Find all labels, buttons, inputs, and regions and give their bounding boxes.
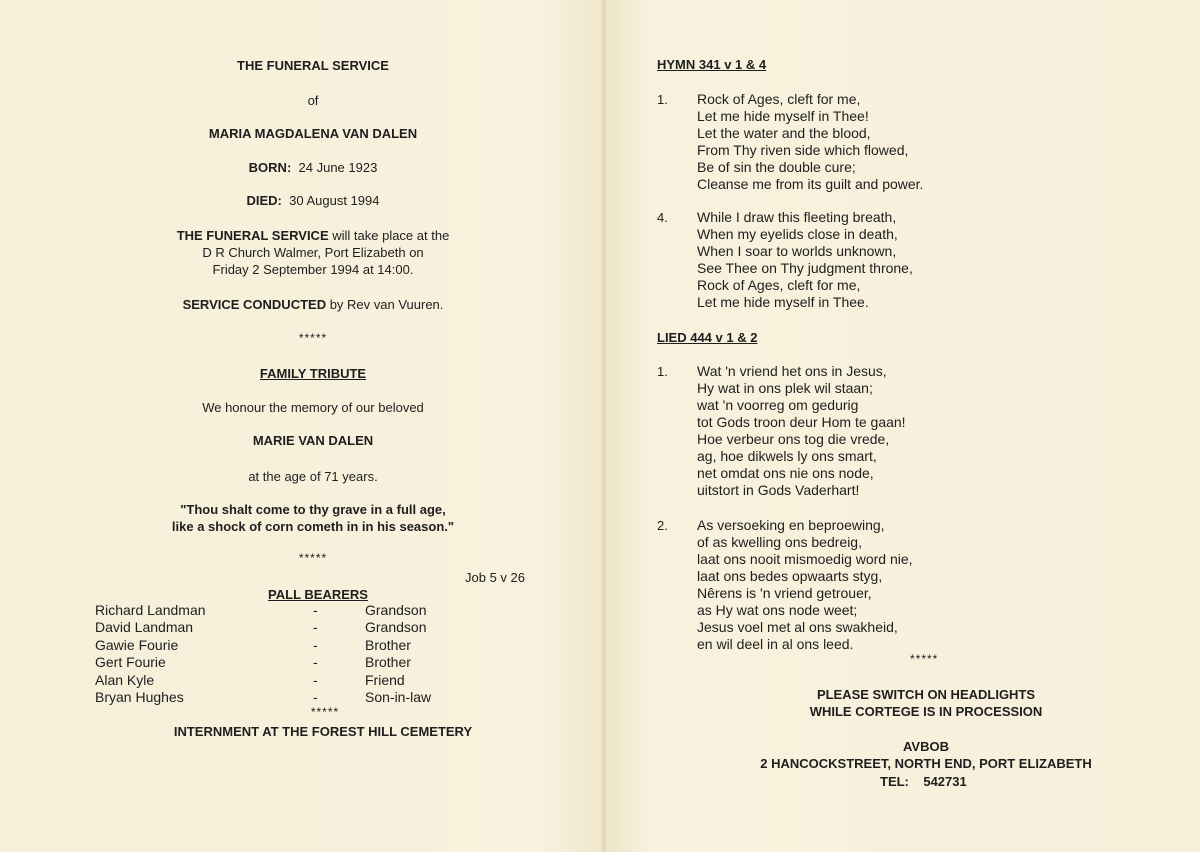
verse-line: Nêrens is 'n vriend getrouer, [697, 585, 872, 601]
page-fold [602, 0, 606, 852]
bearer-dash: - [313, 671, 318, 688]
verse-line: Wat 'n vriend het ons in Jesus, [697, 363, 887, 379]
headlights-notice [726, 686, 1126, 720]
lied-verse-number: 1. [657, 364, 668, 379]
died-date: 30 August 1994 [289, 193, 380, 208]
service-line2: D R Church Walmer, Port Elizabeth on [202, 245, 424, 260]
conducted-lead: SERVICE CONDUCTED [182, 297, 327, 312]
verse-line: Rock of Ages, cleft for me, [697, 91, 861, 107]
bearer-dash: - [313, 654, 318, 671]
service-details [113, 227, 513, 278]
service-conducted [113, 296, 513, 313]
hymn-verse [697, 209, 913, 311]
nickname: MARIE VAN DALEN [252, 433, 374, 448]
service-line1: will take place at the [328, 228, 450, 243]
verse-line: See Thee on Thy judgment throne, [697, 260, 913, 276]
verse-line: Hy wat in ons plek wil staan; [697, 380, 873, 396]
bearer-name: David Landman [95, 619, 194, 636]
verse-line: net omdat ons nie ons node, [697, 465, 874, 481]
verse-line: Hoe verbeur ons tog die vrede, [697, 431, 890, 447]
verse-line: of as kwelling ons bedreig, [697, 534, 862, 550]
verse-line: Be of sin the double cure; [697, 159, 856, 175]
quote-reference: Job 5 v 26 [465, 570, 525, 585]
age-line: at the age of 71 years. [248, 469, 378, 484]
interment-line: INTERNMENT AT THE FOREST HILL CEMETERY [173, 724, 473, 739]
bearer-name: Gert Fourie [95, 654, 166, 671]
bearer-relation: Grandson [365, 619, 427, 636]
deceased-name: MARIA MAGDALENA VAN DALEN [208, 126, 418, 141]
bearer-name: Richard Landman [95, 602, 206, 618]
bearer-relation: Son-in-law [365, 688, 432, 705]
lied-verse-number: 2. [657, 518, 668, 533]
bearer-relations [365, 602, 431, 706]
died-label: DIED: [246, 193, 282, 208]
verse-line: Let me hide myself in Thee. [697, 294, 869, 310]
bearer-relation: Brother [365, 654, 411, 671]
bearer-relation: Friend [365, 671, 405, 688]
born-date: 24 June 1923 [298, 160, 378, 175]
lied-heading: LIED 444 v 1 & 2 [657, 330, 758, 345]
pall-bearers-heading: PALL BEARERS [268, 587, 368, 602]
company-address: 2 HANCOCKSTREET, NORTH END, PORT ELIZABETH [760, 756, 1092, 771]
verse-line: Cleanse me from its guilt and power. [697, 176, 924, 192]
verse-line: en wil deel in al ons leed. [697, 636, 854, 652]
bearer-dash: - [313, 619, 318, 636]
bearer-name: Alan Kyle [95, 671, 155, 688]
verse-line: laat ons nooit mismoedig word nie, [697, 551, 913, 567]
headlights-line-2: WHILE CORTEGE IS IN PROCESSION [809, 704, 1043, 719]
born-label: BORN: [248, 160, 292, 175]
hymn-verse [697, 91, 923, 193]
scripture-quote [113, 501, 513, 535]
verse-line: laat ons bedes opwaarts styg, [697, 568, 883, 584]
conducted-rest: by Rev van Vuuren. [326, 297, 444, 312]
verse-line: as Hy wat ons node weet; [697, 602, 858, 618]
tel-label: TEL: [880, 774, 909, 789]
verse-line: uitstort in Gods Vaderhart! [697, 482, 860, 498]
born-line [163, 159, 463, 176]
bottom-margin [0, 852, 1200, 865]
company-name: AVBOB [903, 739, 949, 754]
hymn-verse-number: 4. [657, 210, 668, 225]
quote-line-1: "Thou shalt come to thy grave in a full age, [180, 502, 446, 517]
separator-stars-2: ***** [298, 551, 328, 565]
bearer-relation: Grandson [365, 602, 427, 618]
service-lead: THE FUNERAL SERVICE [176, 228, 329, 243]
tel-number: 542731 [923, 774, 967, 789]
bearer-name: Gawie Fourie [95, 636, 179, 653]
of-text: of [307, 93, 319, 108]
service-line3: Friday 2 September 1994 at 14:00. [212, 262, 414, 277]
bearer-name: Bryan Hughes [95, 688, 184, 705]
quote-line-2: like a shock of corn cometh in in his season." [171, 519, 455, 534]
honour-line: We honour the memory of our beloved [202, 400, 424, 415]
verse-line: Rock of Ages, cleft for me, [697, 277, 861, 293]
verse-line: ag, hoe dikwels ly ons smart, [697, 448, 877, 464]
verse-line: Let me hide myself in Thee! [697, 108, 869, 124]
died-line [163, 192, 463, 209]
separator-stars-right: ***** [910, 652, 939, 666]
bearer-dash: - [313, 636, 318, 653]
verse-line: From Thy riven side which flowed, [697, 142, 909, 158]
separator-stars-1: ***** [298, 331, 328, 345]
telephone-line [880, 773, 967, 790]
verse-line: When my eyelids close in death, [697, 226, 898, 242]
hymn-heading: HYMN 341 v 1 & 4 [657, 57, 767, 72]
bearer-dash: - [313, 602, 318, 618]
bearer-relation: Brother [365, 636, 411, 653]
bearer-dash: - [313, 688, 318, 705]
verse-line: Jesus voel met al ons swakheid, [697, 619, 898, 635]
verse-line: As versoeking en beproewing, [697, 517, 885, 533]
bearer-dashes [313, 602, 318, 706]
verse-line: Let the water and the blood, [697, 125, 871, 141]
lied-verse [697, 363, 906, 499]
verse-line: tot Gods troon deur Hom te gaan! [697, 414, 906, 430]
hymn-verse-number: 1. [657, 92, 668, 107]
family-tribute-heading: FAMILY TRIBUTE [259, 366, 367, 381]
headlights-line-1: PLEASE SWITCH ON HEADLIGHTS [816, 687, 1036, 702]
verse-line: When I soar to worlds unknown, [697, 243, 897, 259]
separator-stars-3: ***** [310, 705, 340, 719]
lied-verse [697, 517, 913, 653]
verse-line: wat 'n voorreg om gedurig [697, 397, 859, 413]
bearer-names [95, 602, 206, 706]
funeral-service-title: THE FUNERAL SERVICE [237, 58, 389, 73]
verse-line: While I draw this fleeting breath, [697, 209, 897, 225]
